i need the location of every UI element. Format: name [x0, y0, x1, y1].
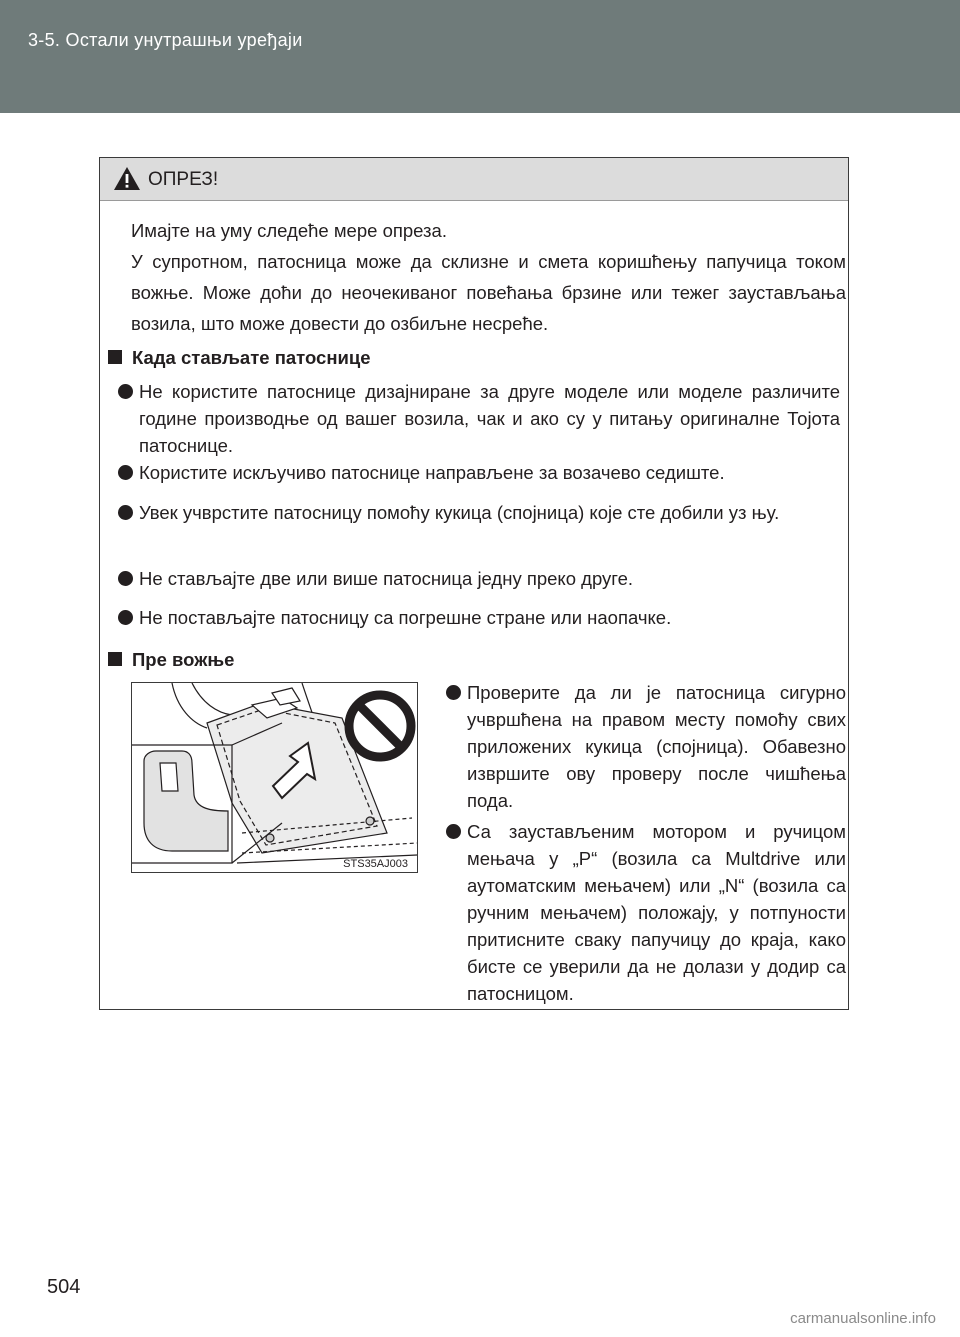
section-square-icon	[108, 652, 122, 666]
caution-title: ОПРЕЗ!	[148, 169, 219, 190]
bullet-icon	[446, 685, 461, 700]
bullet-icon	[118, 571, 133, 586]
bullet-icon	[118, 610, 133, 625]
warning-icon	[113, 166, 141, 191]
caution-box	[99, 157, 849, 1010]
bullet-icon	[446, 824, 461, 839]
watermark: carmanualsonline.info	[790, 1310, 936, 1327]
page-number: 504	[47, 1276, 81, 1298]
figure-code: STS35AJ003	[343, 858, 408, 870]
section-heading-mats	[108, 347, 371, 369]
list-item-text: Не користите патоснице дизајниране за друге моделе или моделе различите године производње од вашег возила, чак и ако су у питању оригиналне Тојота патоснице.	[139, 381, 840, 456]
chapter-title: 3-5. Остали унутрашњи уређаји	[28, 30, 303, 50]
floor-mat-drawing	[132, 683, 418, 873]
floor-mat-illustration	[131, 682, 418, 873]
list-item-text: Користите искључиво патоснице направљене за возачево седиште.	[139, 462, 725, 483]
list-item-text: Проверите да ли је патосница сигурно учвршћена на правом месту помоћу свих приложених кукица (спојница). Обавезно извршите ову проверу после чишћења пода.	[467, 682, 846, 811]
bullet-icon	[118, 384, 133, 399]
page-header	[0, 0, 960, 113]
list-item-text: Увек учврстите патосницу помоћу кукица (спојница) које сте добили уз њу.	[139, 502, 780, 523]
section-heading-before-driving	[108, 649, 234, 671]
caution-intro-1: Имајте на уму следеће мере опреза.	[131, 220, 447, 241]
list-item-text: Са заустављеним мотором и ручицом мењача у „P“ (возила са Multdrive или аутоматским мењачем) или „N“ (возила са ручним мењачем) положају, у потпуности притисните сваку папучицу до краја, како бисте се уверили да не долази у додир са патосницом.	[467, 821, 846, 1004]
section-square-icon	[108, 350, 122, 364]
bullet-icon	[118, 505, 133, 520]
section-title: Пре вожње	[132, 649, 235, 670]
caution-intro-2: У супротном, патосница може да склизне и смета коришћењу папучица током вожње. Може доћи до неочекиваног повећања брзине или тежег заустављања возила, што може довести до озбиљне несреће.	[131, 251, 846, 334]
bullet-icon	[118, 465, 133, 480]
section-title: Када стављате патоснице	[132, 347, 371, 368]
list-item-text: Не постављајте патосницу са погрешне стране или наопачке.	[139, 607, 672, 628]
list-item-text: Не стављајте две или више патосница једну преко друге.	[139, 568, 634, 589]
caution-header	[100, 158, 848, 201]
